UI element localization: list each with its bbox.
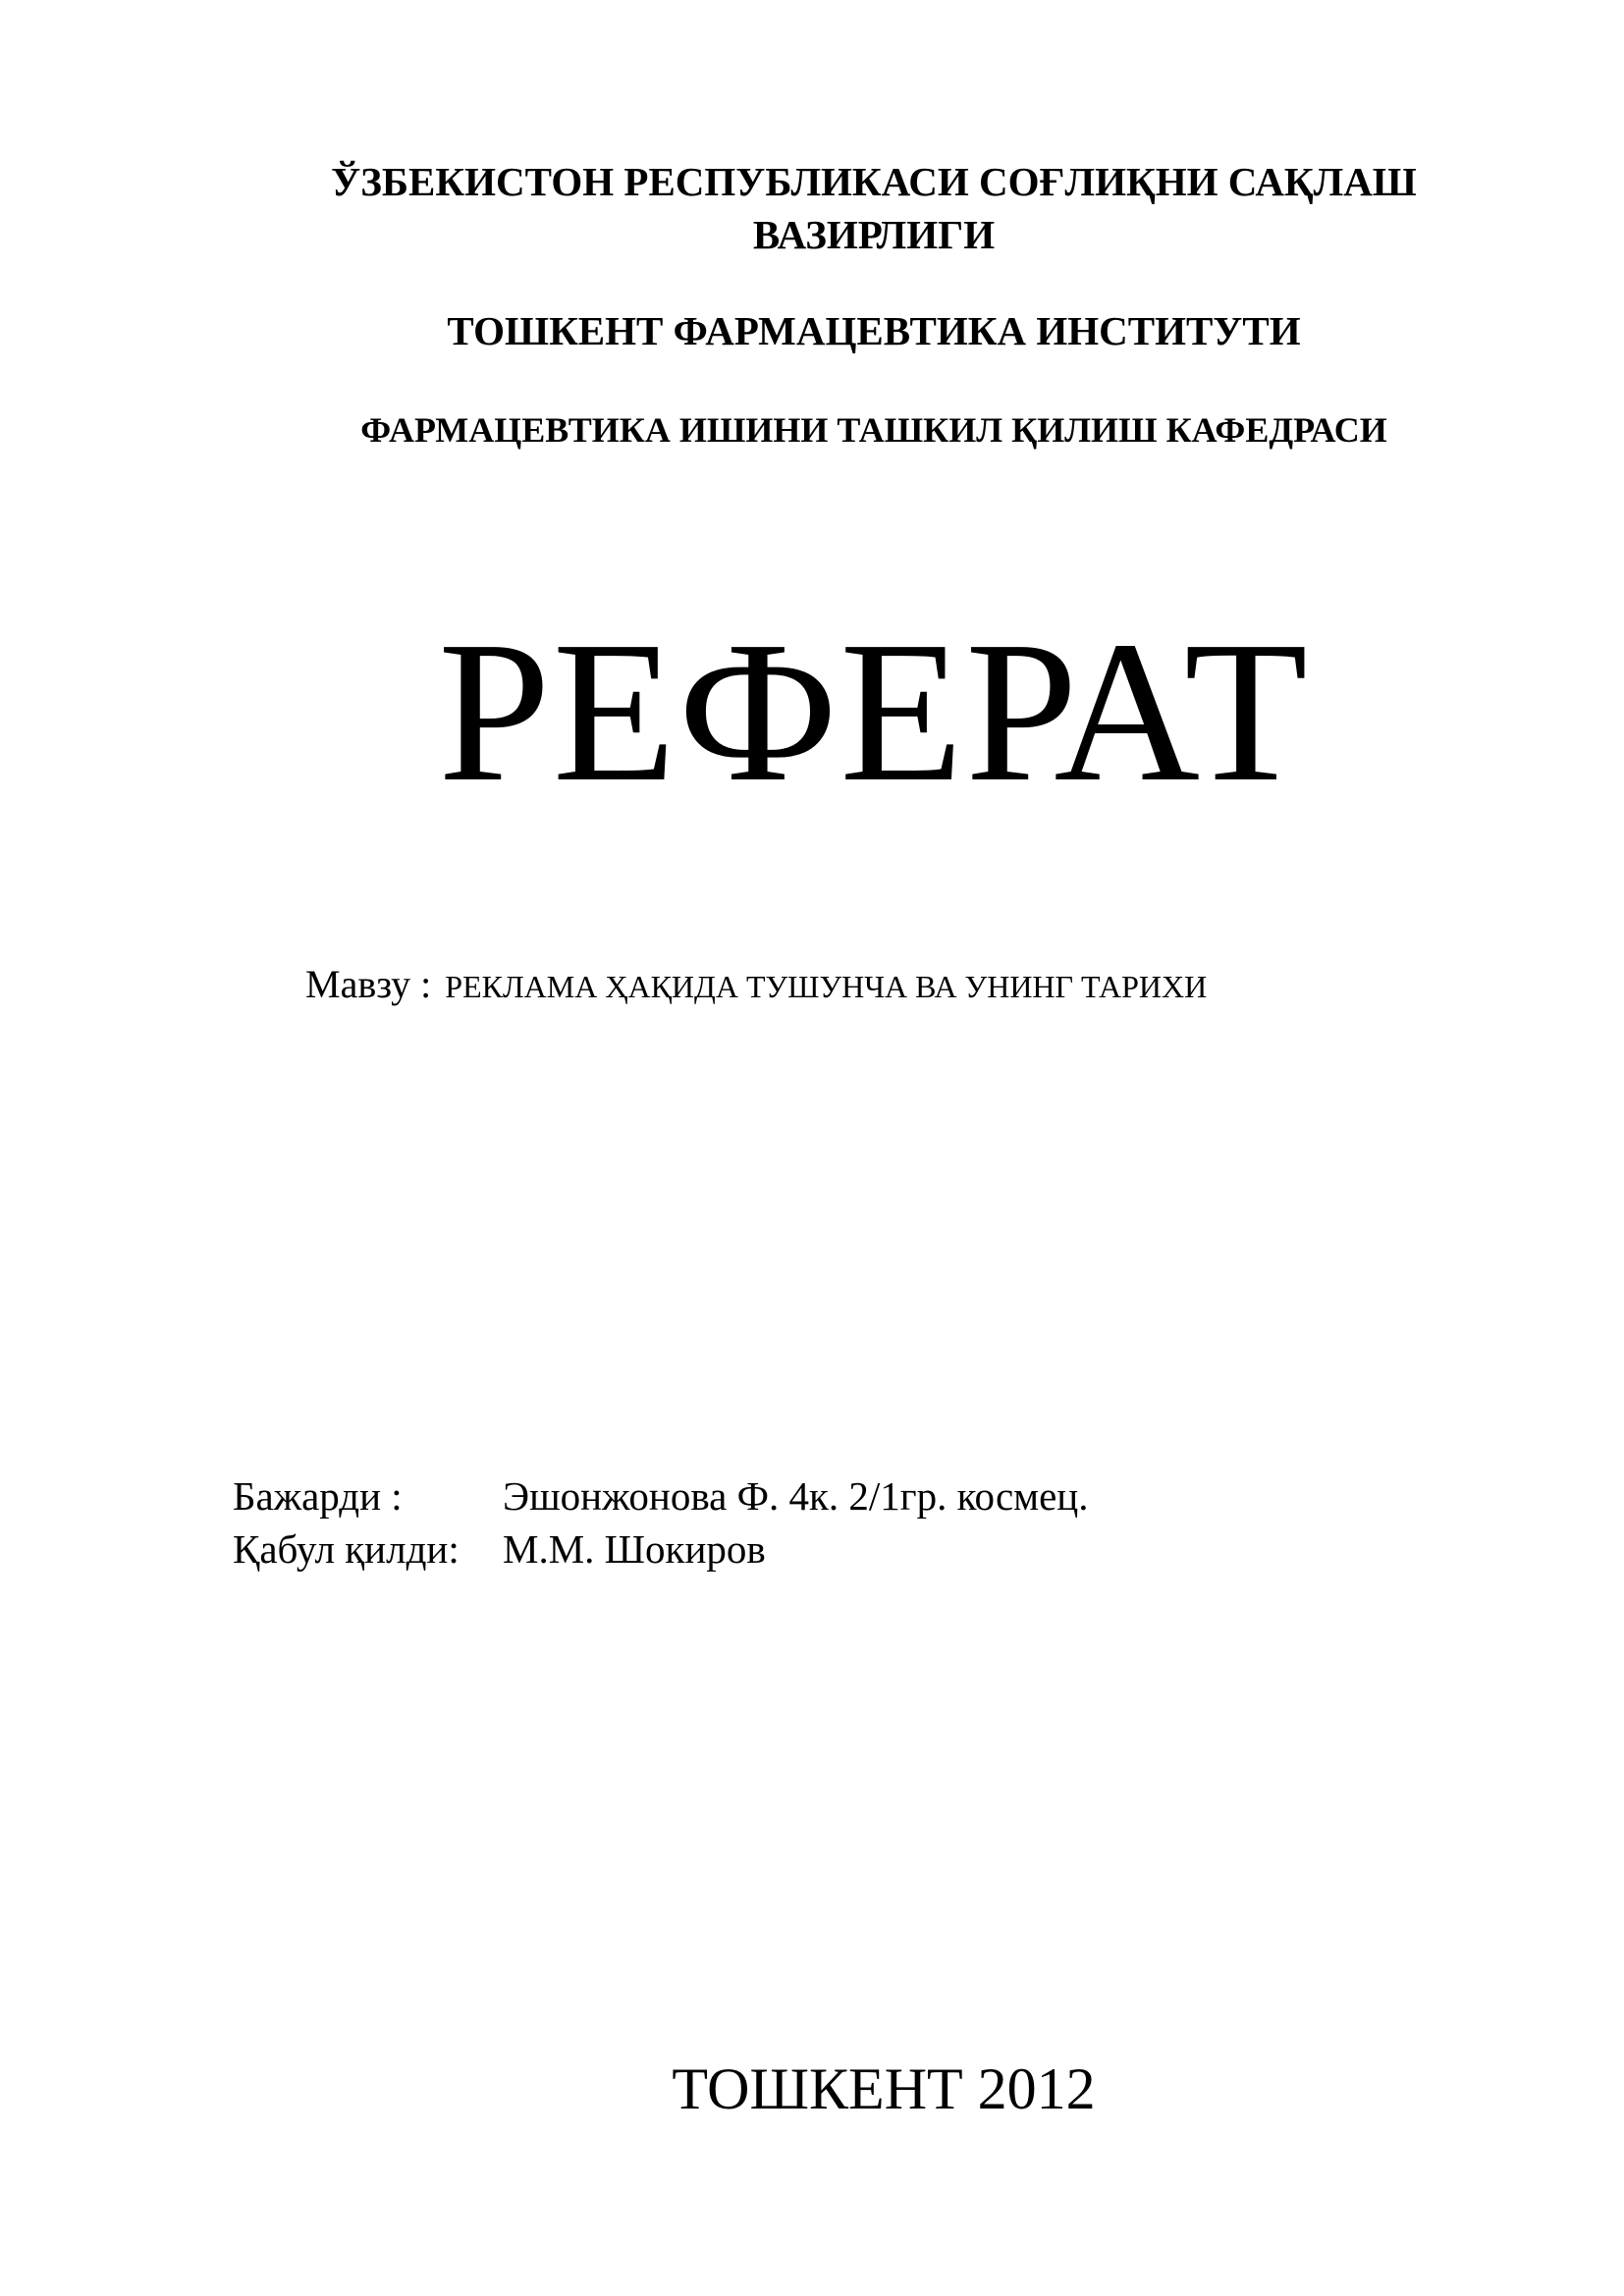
reviewer-value: М.М. Шокиров: [503, 1526, 766, 1572]
topic-line: [305, 960, 1207, 1018]
reviewer-label: Қабул қилди:: [233, 1526, 460, 1572]
institute-heading: ТОШКЕНТ ФАРМАЦЕВТИКА ИНСТИТУТИ: [447, 308, 1301, 353]
ministry-heading: [236, 155, 1512, 261]
reviewer-row: [233, 1523, 766, 1575]
topic-value: РЕКЛАМА ҲАҚИДА ТУШУНЧА ВА УНИНГ ТАРИХИ: [445, 969, 1208, 1004]
performer-value: Эшонжонова Ф. 4к. 2/1гр. космец.: [503, 1473, 1089, 1519]
performer-row: [233, 1470, 1089, 1522]
city-year-footer: ТОШКЕНТ 2012: [672, 2056, 1096, 2121]
department-heading: ФАРМАЦЕВТИКА ИШИНИ ТАШКИЛ ҚИЛИШ КАФЕДРАСИ: [360, 410, 1387, 450]
document-title: РЕФЕРАТ: [438, 599, 1310, 824]
ministry-line-2: ВАЗИРЛИГИ: [752, 212, 996, 257]
topic-label: Мавзу :: [305, 962, 432, 1006]
ministry-line-1: ЎЗБЕКИСТОН РЕСПУБЛИКАСИ СОҒЛИҚНИ САҚЛАШ: [331, 159, 1417, 204]
performer-label: Бажарди :: [233, 1473, 403, 1519]
